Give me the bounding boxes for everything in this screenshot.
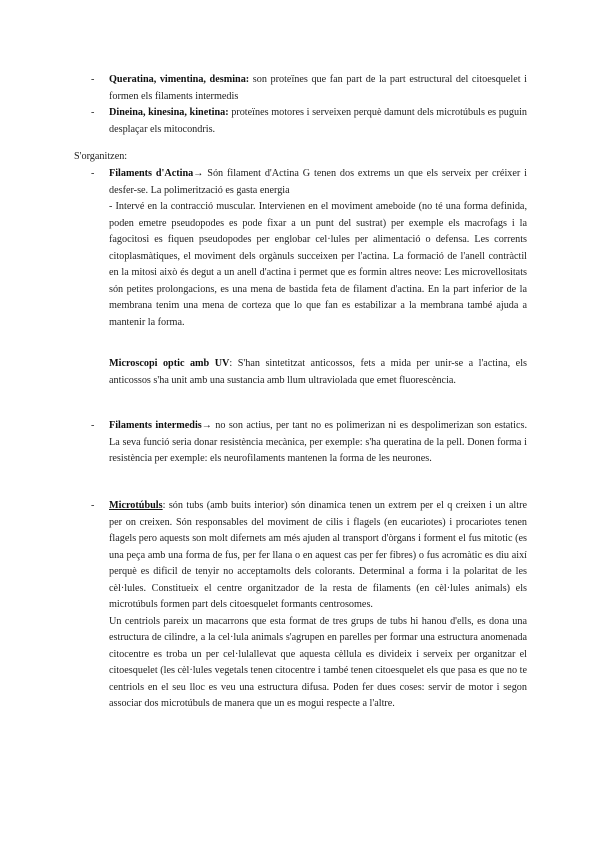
definition-text: : S'han sintetitzat anticossos, fets a mida per unir-se a l'actina, els anticossos s'ha unit amb una sustancia amb llum ultraviolada que emet fluorescència.	[109, 358, 527, 386]
term-dineina: Dineina, kinesina, kinetina:	[109, 107, 229, 118]
list-item-actina	[91, 166, 527, 331]
arrow-icon: →	[193, 168, 204, 179]
bullet-dash: -	[91, 420, 95, 431]
definition-text: proteïnes motores i serveixen perquè damunt dels microtúbuls es puguin desplaçar els mitocondris.	[109, 107, 528, 135]
definition-text: son proteïnes que fan part de la part estructural del citoesquelet i formen els filaments intermedis	[109, 74, 527, 102]
actina-paragraph: - Intervé en la contracció muscular. Intervienen en el moviment ameboide (no té una forma definida, poden emetre pseudopodes es pode fixar a un punt del sustrat) per exemple els macrofags i la fagocitosi es fiquen pseudopodes per englobar cel·lules per alimentació o defensa. Les corrents citoplasmàtiques, el moviment dels orgànuls succeixen per l'actina. La formació de l'anell contràctil en la mitosi això és degut a un anell d'actina i permet que es formin altres neove: Les microvellositats són petites prolongacions, es una mena de bastida feta de filament d'actina. En la part inferior de la membrana tenim una mena de corteza que lo que fan es estabilizar a la membrana també ajuda a mantenir la forma.	[109, 201, 527, 328]
list-item-text	[109, 105, 527, 138]
microscopi-block	[109, 356, 527, 389]
list-item-queratina	[91, 72, 527, 105]
bullet-dash: -	[91, 168, 95, 179]
term-microtubuls: Microtúbuls	[109, 500, 163, 511]
definition-text: Són filament d'Actina G tenen dos extrems un que els serveix per créixer i desfer-se. La polimerització es gasta energia	[109, 168, 527, 196]
term-queratina: Queratina, vimentina, desmina:	[109, 74, 250, 85]
microtubuls-paragraph2: Un centriols pareix un macarrons que esta format de tres grups de tubs hi hanou d'ells, es dona una estructura de cilindre, a la cel·lula animals s'agrupen en parelles per formar una estructura anomenada citocentre es troba un per cel·lulallevat que aquesta cèllula es divideix i serveix per organitzar el citoesquelet (les cèl·lules vegetals tenen citocentre i també tenen citoesquelet els que pasa es que no te centriols en el seu lloc es veu una estructura difusa. Poden fer dues coses: servir de motor i segon associar dos microtúbuls de manera que un es mogui respecte a l'altre.	[109, 615, 527, 709]
bullet-dash: -	[91, 500, 95, 511]
list-item-dineina	[91, 105, 528, 138]
arrow-icon: →	[201, 420, 212, 431]
list-item-microtubuls	[91, 498, 527, 713]
term-intermedis: Filaments intermedis	[109, 420, 202, 431]
definition-text: : són tubs (amb buits interior) són dinamica tenen un extrem per el q creixen i un altre per on creixen. Són responsables del moviment de cilis i flagels (en eucariotes) i procariotes tenen flagels pero aquests son molt difernets am més ajuden al transport d'òrgans i forment el fus mitotic (es una peça amb una forma de fus, per fer llana o en aquest cas per fer fibres) o fus acromàtic es diu així perquè es dificil de tenyir no acceptamolts dels colorants. Determinal a forma i la polaritat de les cèl·lules. Constitueix el centre organitzador de la resta de filaments (en cèl·lules animals) els microtúbuls formen part dels citoesquelet formants centrosomes.	[109, 500, 527, 610]
list-item-text	[109, 72, 527, 105]
term-microscopi: Microscopi optic amb UV	[109, 358, 230, 369]
intermedis-text	[109, 418, 527, 468]
list-item-intermedis	[91, 418, 527, 468]
microscopi-text	[109, 356, 527, 389]
actina-heading-text	[109, 166, 527, 199]
term-actina: Filaments d'Actina	[109, 168, 194, 179]
microtubuls-text	[109, 498, 527, 614]
section-intro: S'organitzen:	[74, 151, 128, 162]
bullet-dash: -	[91, 74, 95, 85]
bullet-dash: -	[91, 107, 95, 118]
definition-text: no son actius, per tant no es polimerizan ni es despolimerizan son estatics. La seva funció seria donar resistència mecànica, per exemple: s'ha queratina de la pell. Donen forma i resistència per exemple: els neurofilaments mantenen la forma de les neurones.	[109, 420, 527, 464]
